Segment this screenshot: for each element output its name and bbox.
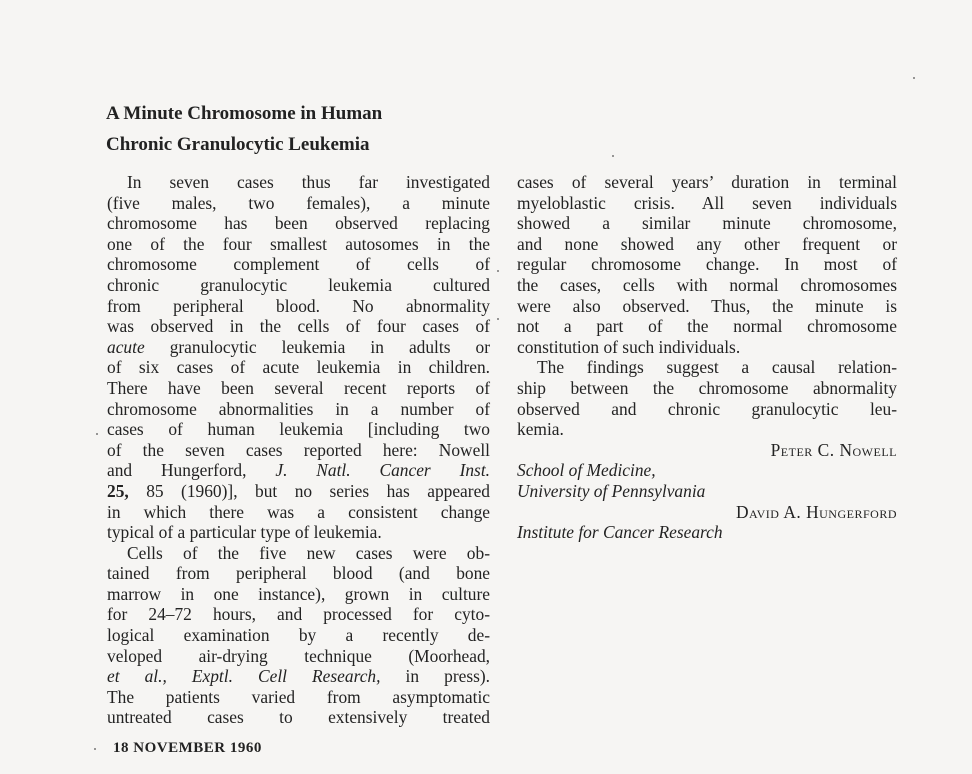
title-line-1: A Minute Chromosome in Human	[106, 103, 383, 124]
author-name: David A. Hungerford	[735, 501, 897, 522]
text-line: (five males, two females), a minute	[107, 192, 490, 213]
text-line: from peripheral blood. No abnormality	[107, 295, 490, 316]
text-line	[107, 460, 490, 481]
text-line: showed a similar minute chromosome,	[517, 213, 897, 234]
affiliation: Institute for Cancer Research	[517, 522, 723, 543]
text-span: and Hungerford,	[107, 460, 276, 481]
text-line: the cases, cells with normal chromosomes	[517, 274, 897, 295]
text-line: The patients varied from asymptomatic	[107, 686, 490, 707]
text-line: kemia.	[517, 419, 564, 440]
text-line: logical examination by a recently de-	[107, 625, 490, 646]
scan-speck	[497, 318, 499, 320]
text-line: chronic granulocytic leukemia cultured	[107, 274, 490, 295]
text-line: chromosome abnormalities in a number of	[107, 398, 490, 419]
journal-citation: J. Natl. Cancer Inst.	[275, 460, 491, 481]
left-column	[107, 172, 490, 728]
text-span: granulocytic leukemia in adults or	[144, 336, 490, 357]
issue-date: 18 NOVEMBER 1960	[113, 740, 262, 756]
text-line: cases of several years’ duration in terminal	[517, 172, 897, 192]
right-column	[517, 172, 897, 543]
text-line: There have been several recent reports of	[107, 377, 490, 398]
affiliation: School of Medicine,	[517, 460, 656, 481]
text-line: chromosome complement of cells of	[107, 254, 490, 275]
text-line: regular chromosome change. In most of	[517, 254, 897, 275]
journal-citation: et al., Exptl. Cell Research,	[107, 666, 381, 687]
text-line: Cells of the five new cases were ob-	[127, 542, 490, 563]
text-line: in which there was a consistent change	[107, 501, 490, 522]
text-line: constitution of such individuals.	[517, 336, 741, 357]
text-line: In seven cases thus far investigated	[127, 172, 490, 192]
text-line: untreated cases to extensively treated	[107, 707, 490, 728]
scan-speck	[612, 155, 614, 157]
text-line	[107, 481, 490, 502]
title-line-2: Chronic Granulocytic Leukemia	[106, 134, 370, 155]
text-line: of six cases of acute leukemia in children.	[107, 357, 490, 378]
article-title	[106, 98, 382, 160]
text-line: observed and chronic granulocytic leu-	[517, 398, 897, 419]
text-line: and none showed any other frequent or	[517, 233, 897, 254]
text-span: 85 (1960)], but no series has appeared	[128, 480, 490, 501]
text-line: cases of human leukemia [including two	[107, 419, 490, 440]
italic-text: acute	[107, 336, 145, 357]
text-line: ship between the chromosome abnormality	[517, 377, 897, 398]
scan-speck	[94, 748, 96, 750]
text-line: not a part of the normal chromosome	[517, 316, 897, 337]
author-name: Peter C. Nowell	[770, 439, 897, 460]
text-line: for 24–72 hours, and processed for cyto-	[107, 604, 490, 625]
text-line: typical of a particular type of leukemia.	[107, 522, 382, 543]
text-line	[107, 337, 490, 358]
text-line: chromosome has been observed replacing	[107, 213, 490, 234]
text-line: The findings suggest a causal relation-	[537, 357, 897, 378]
text-line: were also observed. Thus, the minute is	[517, 295, 897, 316]
text-span: in press).	[380, 666, 490, 687]
text-line: veloped air-drying technique (Moorhead,	[107, 645, 490, 666]
text-line: of the seven cases reported here: Nowell	[107, 439, 490, 460]
text-line: marrow in one instance), grown in culture	[107, 583, 490, 604]
text-line: myeloblastic crisis. All seven individuals	[517, 192, 897, 213]
scan-speck	[913, 77, 915, 79]
text-line	[107, 666, 490, 687]
text-line: was observed in the cells of four cases of	[107, 316, 490, 337]
affiliation: University of Pennsylvania	[517, 480, 706, 501]
scan-speck	[96, 433, 98, 435]
text-line: one of the four smallest autosomes in the	[107, 233, 490, 254]
scan-speck	[497, 270, 499, 272]
text-line: tained from peripheral blood (and bone	[107, 563, 490, 584]
volume-number: 25,	[107, 480, 129, 501]
